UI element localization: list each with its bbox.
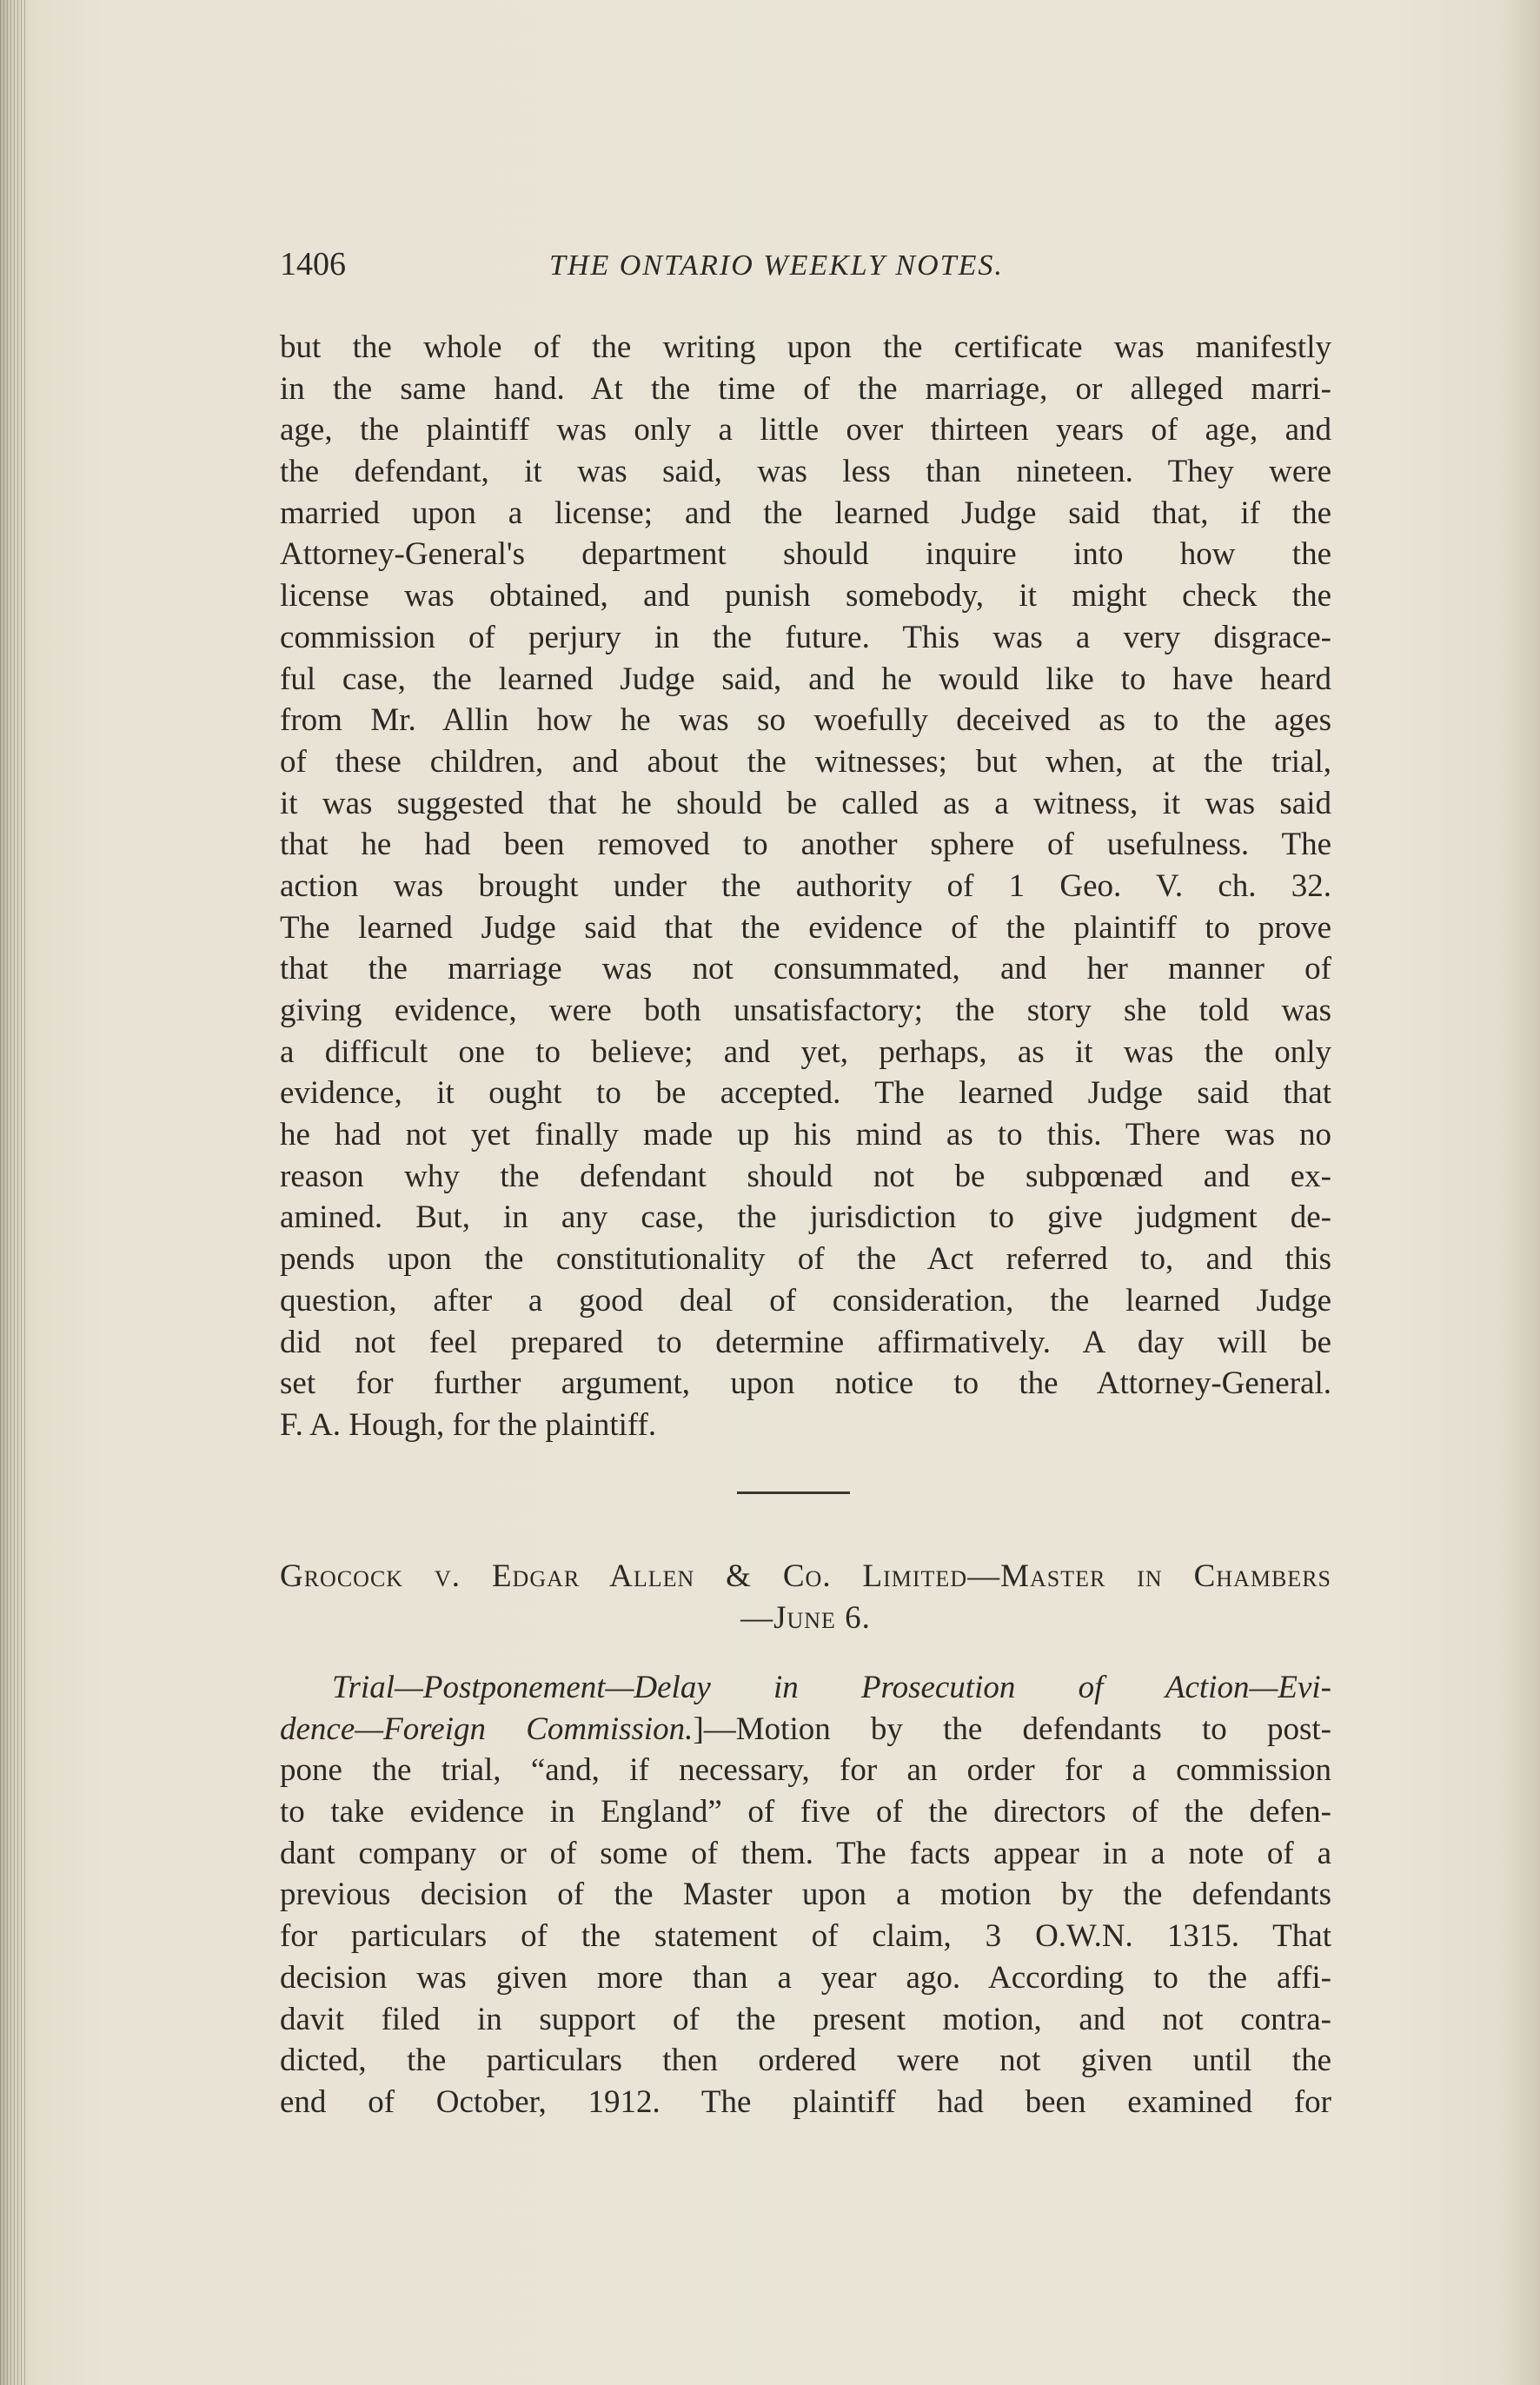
- text-line: married upon a license; and the learned Judge said that, if the: [280, 495, 1331, 531]
- motion-text: ]—Motion by the defendants to post-: [693, 1711, 1331, 1747]
- text-line: from Mr. Allin how he was so woefully deceived as to the ages: [280, 702, 1331, 739]
- text-line: to take evidence in England” of five of the directors of the defen-: [280, 1794, 1331, 1830]
- section-divider: [737, 1491, 850, 1494]
- text-line: davit filed in support of the present motion, and not contra-: [280, 2001, 1331, 2037]
- text-line: dicted, the particulars then ordered were not given until the: [280, 2043, 1331, 2079]
- text-line: reason why the defendant should not be subpœnæd and ex-: [280, 1158, 1331, 1194]
- text-line: it was suggested that he should be called as a witness, it was said: [280, 785, 1331, 821]
- case-date-line: —June 6.: [740, 1599, 871, 1636]
- case-report: [280, 1667, 1331, 2123]
- text-line: evidence, it ought to be accepted. The learned Judge said that: [280, 1075, 1331, 1112]
- text-line: pone the trial, “and, if necessary, for an order for a commission: [280, 1752, 1331, 1789]
- counsel-line: F. A. Hough, for the plaintiff.: [280, 1406, 657, 1443]
- judgment-paragraph: [280, 327, 1331, 1446]
- text-line: he had not yet finally made up his mind as to this. There was no: [280, 1117, 1331, 1153]
- book-binding-edge: [0, 0, 26, 2385]
- text-line: of these children, and about the witnesses; but when, at the trial,: [280, 743, 1331, 780]
- text-line: license was obtained, and punish somebody, it might check the: [280, 578, 1331, 615]
- text-line: previous decision of the Master upon a motion by the defendants: [280, 1877, 1331, 1913]
- text-line: decision was given more than a year ago. According to the affi-: [280, 1959, 1331, 1996]
- text-line: Attorney-General's department should inquire into how the: [280, 536, 1331, 573]
- case-title-line: Grocock v. Edgar Allen & Co. Limited—Master in Chambers: [280, 1558, 1331, 1594]
- text-line: did not feel prepared to determine affirmatively. A day will be: [280, 1324, 1331, 1360]
- text-line: commission of perjury in the future. This was a very disgrace-: [280, 619, 1331, 655]
- text-line: set for further argument, upon notice to the Attorney-General.: [280, 1365, 1331, 1402]
- text-line: pends upon the constitutionality of the Act referred to, and this: [280, 1241, 1331, 1278]
- text-line: for particulars of the statement of claim, 3 O.W.N. 1315. That: [280, 1918, 1331, 1955]
- text-line: in the same hand. At the time of the marriage, or alleged marri-: [280, 370, 1331, 407]
- text-line: end of October, 1912. The plaintiff had been examined for: [280, 2083, 1331, 2120]
- journal-title: THE ONTARIO WEEKLY NOTES.: [549, 249, 1004, 282]
- text-line: that he had been removed to another sphere of usefulness. The: [280, 827, 1331, 863]
- running-head: [280, 245, 1331, 289]
- headnote-text: dence—Foreign Commission.: [280, 1711, 694, 1747]
- headnote-text: Trial—Postponement—Delay in Prosecution of Action—Evi-: [332, 1670, 1331, 1705]
- text-line: giving evidence, were both unsatisfactory; the story she told was: [280, 993, 1331, 1028]
- text-line: [280, 1709, 1331, 1751]
- text-line: ful case, the learned Judge said, and he would like to have heard: [280, 661, 1331, 697]
- text-line: amined. But, in any case, the jurisdiction to give judgment de-: [280, 1199, 1331, 1236]
- text-line: age, the plaintiff was only a little over thirteen years of age, and: [280, 412, 1331, 448]
- text-line: a difficult one to believe; and yet, perhaps, as it was the only: [280, 1033, 1331, 1070]
- text-line: The learned Judge said that the evidence of the plaintiff to prove: [280, 909, 1331, 946]
- text-line: that the marriage was not consummated, and her manner of: [280, 951, 1331, 987]
- headnote-line: [280, 1667, 1331, 1709]
- text-line: action was brought under the authority of 1 Geo. V. ch. 32.: [280, 867, 1331, 904]
- page-number: 1406: [280, 246, 346, 282]
- text-line: question, after a good deal of consideration, the learned Judge: [280, 1282, 1331, 1319]
- text-line: dant company or of some of them. The facts appear in a note of a: [280, 1835, 1331, 1871]
- text-line: but the whole of the writing upon the certificate was manifestly: [280, 329, 1331, 365]
- text-line: the defendant, it was said, was less than nineteen. They were: [280, 454, 1331, 490]
- case-title: [280, 1556, 1331, 1638]
